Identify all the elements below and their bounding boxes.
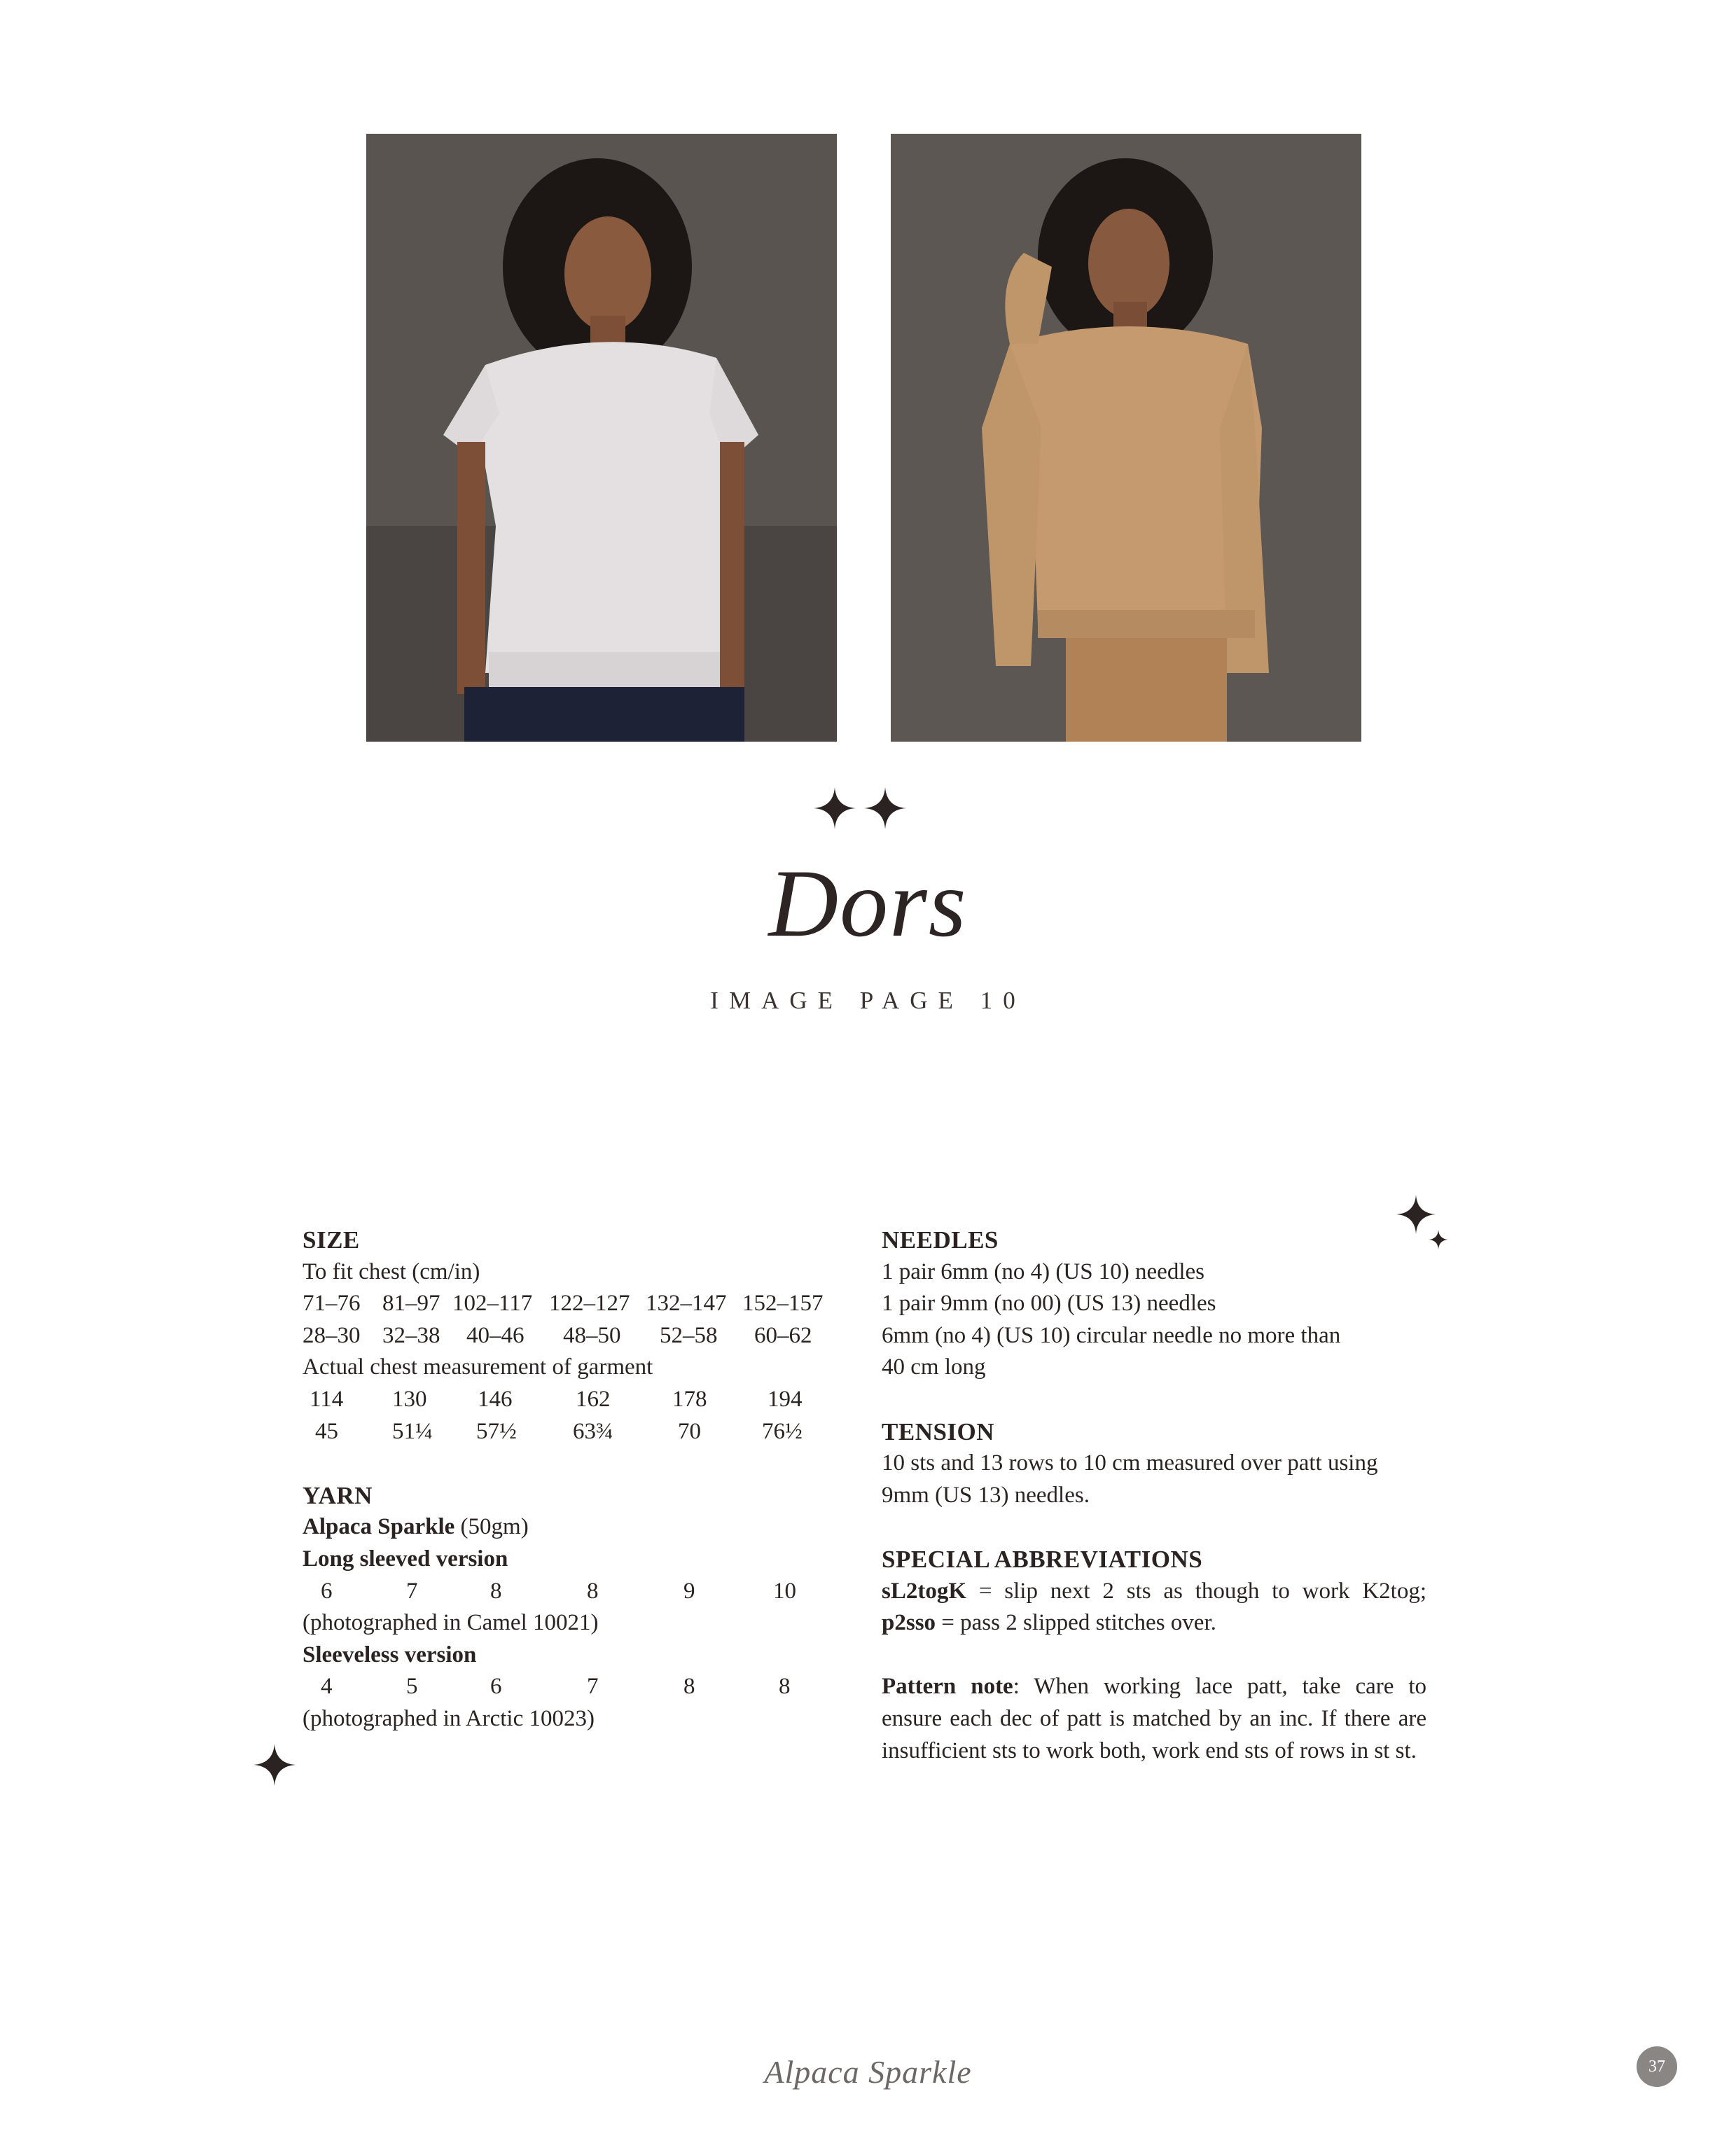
footer-brand-logo: Alpaca Sparkle xyxy=(764,2054,972,2090)
model-illustration xyxy=(891,134,1361,742)
sparkle-icon xyxy=(864,787,906,829)
ball-count: 7 xyxy=(587,1674,599,1700)
size-cell: 162 xyxy=(576,1386,611,1412)
sleeveless-balls-row xyxy=(303,1671,849,1703)
ball-count: 7 xyxy=(406,1578,418,1604)
abbreviation-term: p2sso xyxy=(882,1610,936,1636)
ball-count: 8 xyxy=(779,1674,791,1700)
size-fit-label: To fit chest (cm/in) xyxy=(303,1258,480,1284)
size-cell: 122–127 xyxy=(549,1291,630,1317)
size-cell: 52–58 xyxy=(660,1322,718,1348)
size-cell: 40–46 xyxy=(466,1322,525,1348)
sparkle-icon xyxy=(814,787,856,829)
ball-count: 4 xyxy=(321,1674,333,1700)
abbreviation-term: sL2togK xyxy=(882,1578,967,1604)
yarn-name-line xyxy=(303,1511,849,1544)
abbreviation-definition: = slip next 2 sts as though to work K2tog; xyxy=(966,1578,1426,1604)
image-page-reference: IMAGE PAGE 10 xyxy=(710,987,1026,1014)
pattern-title: Dors xyxy=(768,849,968,957)
pattern-note-text: : When working lace patt, take care to xyxy=(1013,1674,1426,1700)
yarn-weight: (50gm) xyxy=(454,1514,529,1540)
pattern-note-label: Pattern note xyxy=(882,1674,1013,1700)
needles-line: 1 pair 9mm (no 00) (US 13) needles xyxy=(882,1291,1216,1317)
abbreviations-heading: SPECIAL ABBREVIATIONS xyxy=(882,1545,1203,1573)
sparkle-icon xyxy=(1429,1230,1448,1249)
sleeveless-note: (photographed in Arctic 10023) xyxy=(303,1705,595,1731)
photo-camel-sweater xyxy=(891,134,1361,742)
yarn-heading: YARN xyxy=(303,1481,373,1509)
needles-line: 40 cm long xyxy=(882,1354,986,1380)
tension-heading: TENSION xyxy=(882,1417,995,1445)
needles-heading: NEEDLES xyxy=(882,1226,999,1254)
actual-in-row xyxy=(303,1416,849,1448)
ball-count: 10 xyxy=(773,1578,796,1604)
size-cell: 28–30 xyxy=(303,1322,361,1348)
pattern-note-line: ensure each dec of patt is matched by an inc. If there are xyxy=(882,1705,1426,1731)
right-column xyxy=(882,1224,1426,1767)
size-cell: 60–62 xyxy=(754,1322,812,1348)
pattern-note-line: insufficient sts to work both, work end sts of rows in st st. xyxy=(882,1738,1417,1763)
ball-count: 6 xyxy=(490,1674,502,1700)
size-cell: 146 xyxy=(478,1386,513,1412)
size-cell: 152–157 xyxy=(742,1291,824,1317)
size-cell: 114 xyxy=(310,1386,344,1412)
ball-count: 9 xyxy=(683,1578,695,1604)
page-number-badge: 37 xyxy=(1637,2046,1677,2087)
size-in-row xyxy=(303,1320,849,1352)
long-sleeved-note: (photographed in Camel 10021) xyxy=(303,1610,599,1636)
sparkle-icon xyxy=(254,1744,296,1786)
abbreviation-item xyxy=(882,1576,1426,1608)
size-cell: 194 xyxy=(768,1386,803,1412)
needles-line: 6mm (no 4) (US 10) circular needle no more than xyxy=(882,1322,1341,1348)
left-column xyxy=(303,1224,849,1735)
size-cm-row xyxy=(303,1288,849,1320)
tension-line: 9mm (US 13) needles. xyxy=(882,1482,1090,1508)
ball-count: 5 xyxy=(406,1674,418,1700)
yarn-name: Alpaca Sparkle xyxy=(303,1514,455,1540)
pattern-note-line xyxy=(882,1671,1426,1703)
size-cell: 45 xyxy=(315,1418,338,1444)
ball-count: 8 xyxy=(587,1578,599,1604)
ball-count: 8 xyxy=(490,1578,502,1604)
size-cell: 76½ xyxy=(762,1418,803,1444)
size-cell: 102–117 xyxy=(452,1291,533,1317)
abbreviation-definition: = pass 2 slipped stitches over. xyxy=(936,1610,1216,1636)
model-illustration xyxy=(366,134,837,742)
size-cell: 57½ xyxy=(476,1418,517,1444)
size-cell: 81–97 xyxy=(382,1291,440,1317)
ball-count: 6 xyxy=(321,1578,333,1604)
size-cell: 32–38 xyxy=(382,1322,440,1348)
size-cell: 132–147 xyxy=(646,1291,727,1317)
photo-white-sweater xyxy=(366,134,837,742)
ball-count: 8 xyxy=(683,1674,695,1700)
size-cell: 51¼ xyxy=(392,1418,433,1444)
needles-line: 1 pair 6mm (no 4) (US 10) needles xyxy=(882,1258,1204,1284)
size-cell: 48–50 xyxy=(563,1322,621,1348)
size-cell: 70 xyxy=(678,1418,701,1444)
tension-line: 10 sts and 13 rows to 10 cm measured over patt using xyxy=(882,1450,1378,1476)
size-cell: 71–76 xyxy=(303,1291,361,1317)
size-heading: SIZE xyxy=(303,1226,360,1254)
long-sleeved-label: Long sleeved version xyxy=(303,1546,508,1572)
size-cell: 178 xyxy=(672,1386,707,1412)
size-cell: 63¾ xyxy=(573,1418,613,1444)
long-sleeved-balls-row xyxy=(303,1576,849,1608)
abbreviation-item xyxy=(882,1607,1426,1639)
size-cell: 130 xyxy=(392,1386,427,1412)
sleeveless-label: Sleeveless version xyxy=(303,1642,477,1667)
actual-cm-row xyxy=(303,1384,849,1416)
actual-chest-label: Actual chest measurement of garment xyxy=(303,1354,653,1380)
